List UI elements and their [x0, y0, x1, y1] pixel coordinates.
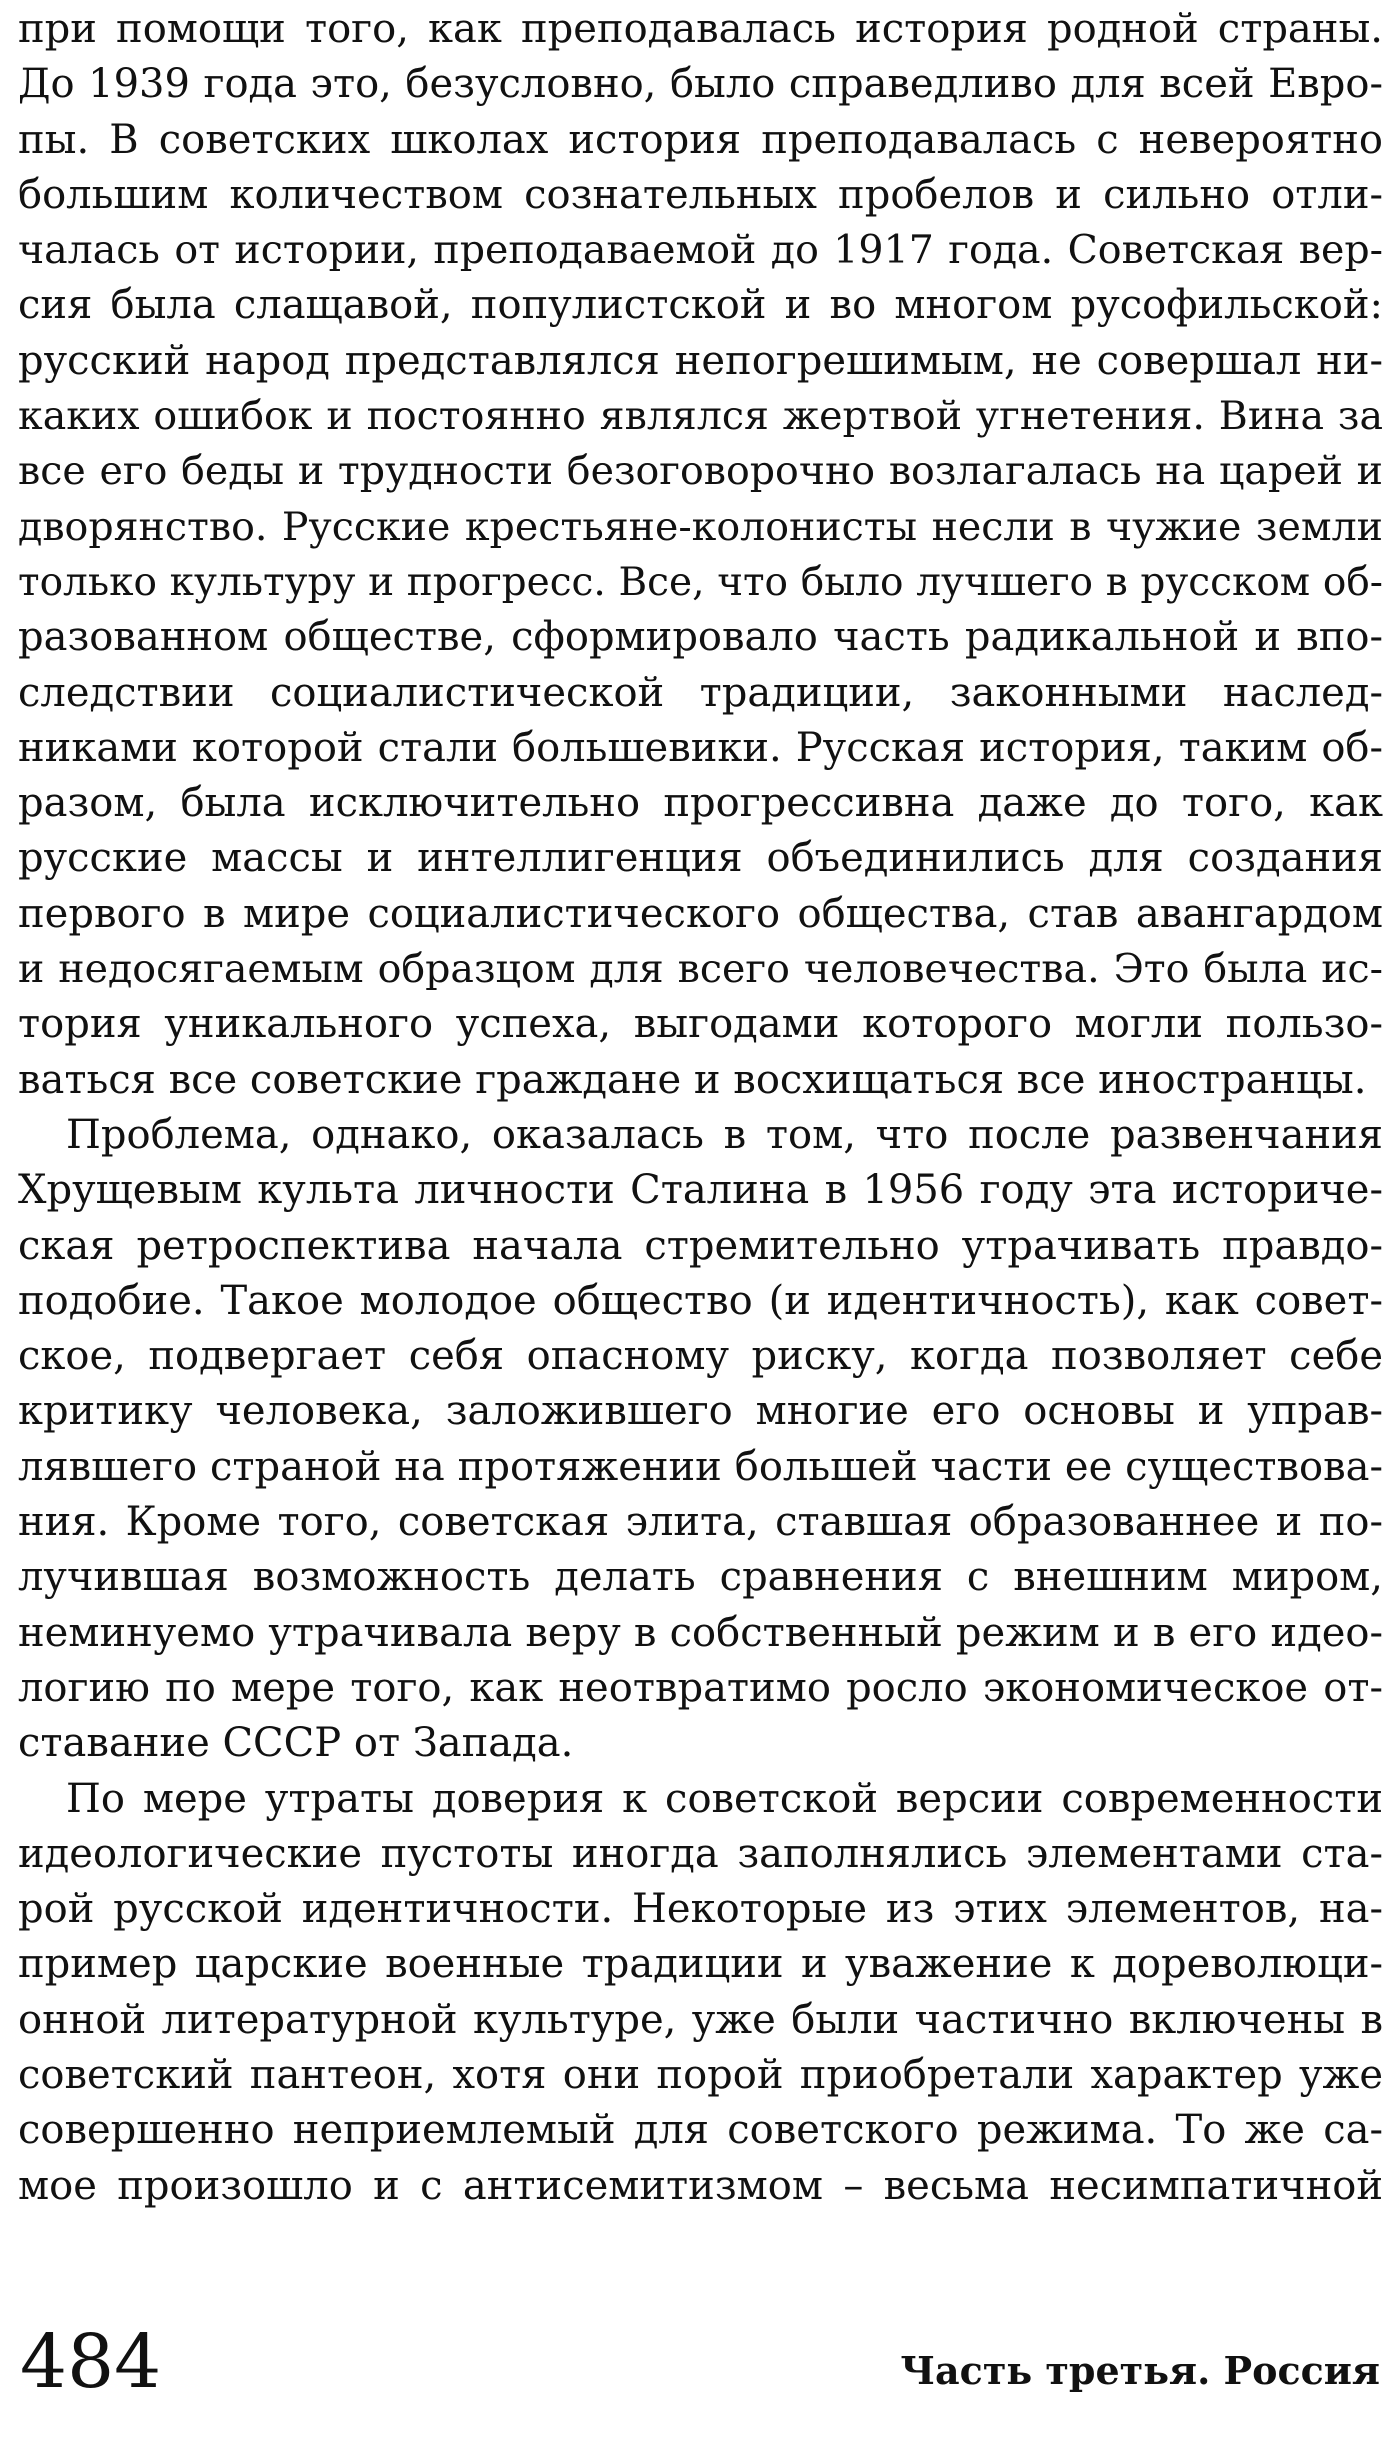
text-line: при помощи того, как преподавалась история родной страны.	[18, 6, 1383, 52]
paragraph	[18, 1772, 1383, 2214]
text-line: ское, подвергает себя опасному риску, когда позволяет себе	[18, 1333, 1383, 1380]
text-line: лучившая возможность делать сравнения с внешним миром,	[18, 1554, 1383, 1601]
text-line: логию по мере того, как неотвратимо росло экономическое от-	[18, 1664, 1383, 1711]
text-line: ния. Кроме того, советская элита, ставшая образованнее и по-	[18, 1499, 1383, 1546]
body-text	[18, 2, 1383, 2214]
text-line: тория уникального успеха, выгодами которого могли пользо-	[18, 1001, 1383, 1048]
text-line: советский пантеон, хотя они порой приобретали характер уже	[18, 2051, 1383, 2098]
text-line: русские массы и интеллигенция объединились для создания	[18, 835, 1383, 882]
running-head: Часть третья. Россия	[900, 2348, 1380, 2393]
text-line: критику человека, заложившего многие его основы и управ-	[18, 1388, 1383, 1435]
text-line: лявшего страной на протяжении большей части ее существова-	[18, 1443, 1383, 1490]
text-line: дворянство. Русские крестьяне-колонисты несли в чужие земли	[18, 503, 1383, 550]
text-line: сия была слащавой, популистской и во многом русофильской:	[18, 282, 1383, 329]
text-line: каких ошибок и постоянно являлся жертвой угнетения. Вина за	[18, 393, 1383, 440]
text-line: следствии социалистической традиции, законными наслед-	[18, 669, 1383, 716]
text-line: До 1939 года это, безусловно, было справедливо для всей Евро-	[18, 61, 1383, 108]
text-line: Проблема, однако, оказалась в том, что после развенчания	[66, 1111, 1383, 1158]
text-line: ваться все советские граждане и восхищаться все иностранцы.	[18, 1056, 1367, 1103]
text-line: Хрущевым культа личности Сталина в 1956 году эта историче-	[18, 1167, 1383, 1214]
text-line: мое произошло и с антисемитизмом – весьма несимпатичной	[18, 2162, 1383, 2209]
text-line: пример царские военные традиции и уважение к дореволюци-	[18, 1941, 1383, 1988]
text-line: идеологические пустоты иногда заполнялись элементами ста-	[18, 1830, 1383, 1877]
text-line: первого в мире социалистического общества, став авангардом	[18, 890, 1383, 937]
text-line: и недосягаемым образцом для всего человечества. Это была ис-	[18, 946, 1383, 993]
text-line: разованном обществе, сформировало часть радикальной и впо-	[18, 614, 1383, 661]
text-line: пы. В советских школах история преподавалась с невероятно	[18, 116, 1383, 163]
text-line: разом, была исключительно прогрессивна даже до того, как	[18, 780, 1383, 827]
text-line: русский народ представлялся непогрешимым, не совершал ни-	[18, 337, 1383, 384]
text-line: рой русской идентичности. Некоторые из этих элементов, на-	[18, 1886, 1383, 1933]
paragraph	[18, 2, 1383, 1108]
text-line: все его беды и трудности безоговорочно возлагалась на царей и	[18, 448, 1383, 495]
text-line: По мере утраты доверия к советской версии современности	[66, 1775, 1383, 1822]
text-line: совершенно неприемлемый для советского режима. То же са-	[18, 2107, 1383, 2154]
text-line: ставание СССР от Запада.	[18, 1720, 574, 1767]
text-line: чалась от истории, преподаваемой до 1917 года. Советская вер-	[18, 227, 1383, 274]
text-line: никами которой стали большевики. Русская история, таким об-	[18, 724, 1383, 771]
text-line: только культуру и прогресс. Все, что было лучшего в русском об-	[18, 559, 1383, 605]
text-line: неминуемо утрачивала веру в собственный режим и в его идео-	[18, 1609, 1383, 1656]
paragraph	[18, 1108, 1383, 1772]
text-line: подобие. Такое молодое общество (и идентичность), как совет-	[18, 1277, 1383, 1324]
text-line: онной литературной культуре, уже были частично включены в	[18, 1996, 1383, 2043]
text-line: ская ретроспектива начала стремительно утрачивать правдо-	[18, 1222, 1383, 1269]
page-number: 484	[20, 2319, 162, 2405]
text-line: большим количеством сознательных пробелов и сильно отли-	[18, 171, 1383, 218]
